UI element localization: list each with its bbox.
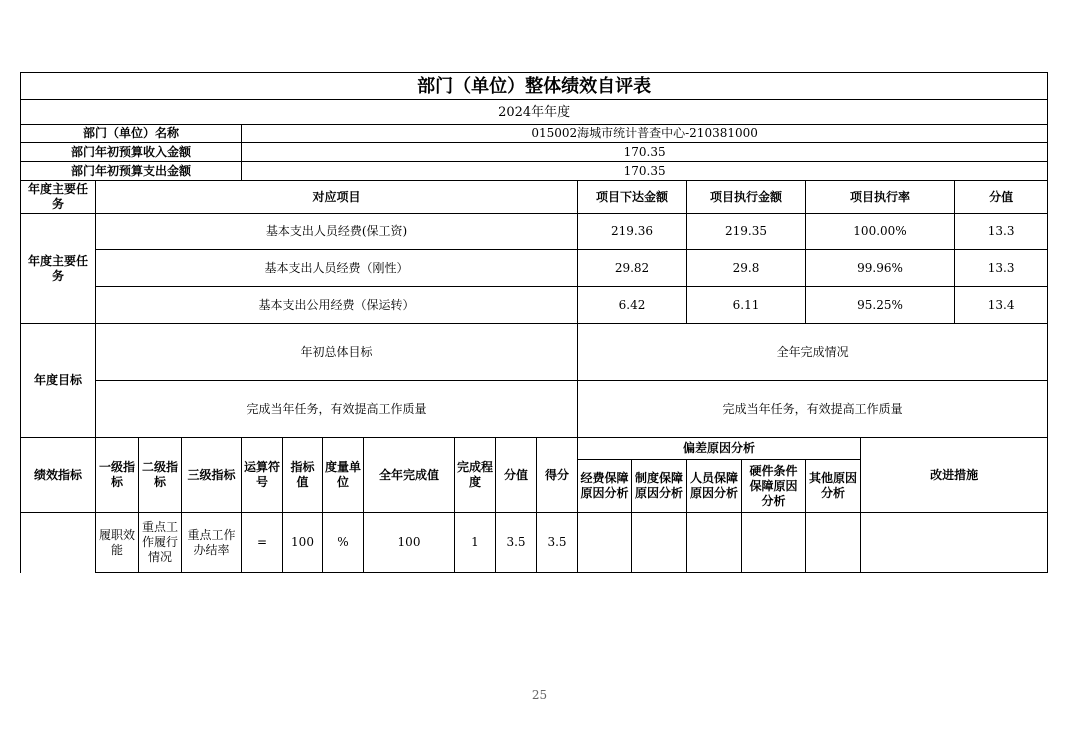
kpi-header-level1: 一级指标 (96, 438, 139, 513)
kpi-header-unit: 度量单位 (323, 438, 364, 513)
kpi-header-target: 指标值 (283, 438, 323, 513)
self-evaluation-table (20, 72, 1048, 573)
kpi-header-completion: 完成程度 (455, 438, 496, 513)
task-budget: 29.82 (578, 250, 687, 287)
task-exec: 6.11 (687, 287, 806, 324)
kpi-dev-hardware (742, 513, 806, 573)
task-group-label: 年度主要任务 (21, 214, 96, 324)
table-year: 2024年年度 (21, 100, 1048, 125)
kpi-header-score-value: 分值 (496, 438, 537, 513)
income-label: 部门年初预算收入金额 (21, 143, 242, 162)
dept-name-value: 015002海城市统计普查中心-210381000 (242, 125, 1048, 143)
expense-label: 部门年初预算支出金额 (21, 162, 242, 181)
kpi-header-operator: 运算符号 (242, 438, 283, 513)
kpi-header-score: 得分 (537, 438, 578, 513)
task-rate: 100.00% (806, 214, 955, 250)
kpi-header-dev-system: 制度保障原因分析 (632, 460, 687, 513)
task-header-exec: 项目执行金额 (687, 181, 806, 214)
task-budget: 219.36 (578, 214, 687, 250)
page-number: 25 (531, 688, 548, 702)
task-exec: 29.8 (687, 250, 806, 287)
kpi-actual: 100 (364, 513, 455, 573)
task-project: 基本支出公用经费（保运转） (96, 287, 578, 324)
goal-label: 年度目标 (21, 324, 96, 438)
kpi-operator: = (242, 513, 283, 573)
task-exec: 219.35 (687, 214, 806, 250)
kpi-header-actual: 全年完成值 (364, 438, 455, 513)
goal-completion-value: 完成当年任务，有效提高工作质量 (578, 381, 1048, 438)
kpi-target: 100 (283, 513, 323, 573)
task-project: 基本支出人员经费（刚性） (96, 250, 578, 287)
kpi-header-level3: 三级指标 (182, 438, 242, 513)
task-score-value: 13.4 (955, 287, 1048, 324)
expense-value: 170.35 (242, 162, 1048, 181)
kpi-header-level2: 二级指标 (139, 438, 182, 513)
task-header-score-value: 分值 (955, 181, 1048, 214)
task-rate: 95.25% (806, 287, 955, 324)
kpi-dev-funding (578, 513, 632, 573)
task-header-rate: 项目执行率 (806, 181, 955, 214)
income-value: 170.35 (242, 143, 1048, 162)
goal-completion-header: 全年完成情况 (578, 324, 1048, 381)
kpi-header-dev-hardware: 硬件条件保障原因分析 (742, 460, 806, 513)
table-row (21, 214, 1048, 250)
kpi-dev-personnel (687, 513, 742, 573)
kpi-dev-system (632, 513, 687, 573)
kpi-improve (861, 513, 1048, 573)
dept-name-label: 部门（单位）名称 (21, 125, 242, 143)
kpi-header-dev-personnel: 人员保障原因分析 (687, 460, 742, 513)
kpi-row-label-blank (21, 513, 96, 573)
kpi-score: 3.5 (537, 513, 578, 573)
kpi-level3: 重点工作办结率 (182, 513, 242, 573)
task-score-value: 13.3 (955, 214, 1048, 250)
task-header-budget: 项目下达金额 (578, 181, 687, 214)
kpi-label: 绩效指标 (21, 438, 96, 513)
kpi-score-value: 3.5 (496, 513, 537, 573)
kpi-completion: 1 (455, 513, 496, 573)
kpi-header-dev-funding: 经费保障原因分析 (578, 460, 632, 513)
kpi-unit: % (323, 513, 364, 573)
table-row (21, 287, 1048, 324)
task-score-value: 13.3 (955, 250, 1048, 287)
table-row (21, 250, 1048, 287)
task-project: 基本支出人员经费(保工资) (96, 214, 578, 250)
kpi-header-improve: 改进措施 (861, 438, 1048, 513)
goal-initial-header: 年初总体目标 (96, 324, 578, 381)
kpi-header-dev-other: 其他原因分析 (806, 460, 861, 513)
kpi-dev-other (806, 513, 861, 573)
goal-initial-value: 完成当年任务，有效提高工作质量 (96, 381, 578, 438)
task-rate: 99.96% (806, 250, 955, 287)
task-header-project: 对应项目 (96, 181, 578, 214)
kpi-level2: 重点工作履行情况 (139, 513, 182, 573)
kpi-header-deviation: 偏差原因分析 (578, 438, 861, 460)
table-row (21, 513, 1048, 573)
table-title: 部门（单位）整体绩效自评表 (21, 73, 1048, 100)
task-header-task: 年度主要任务 (21, 181, 96, 214)
task-budget: 6.42 (578, 287, 687, 324)
kpi-level1: 履职效能 (96, 513, 139, 573)
